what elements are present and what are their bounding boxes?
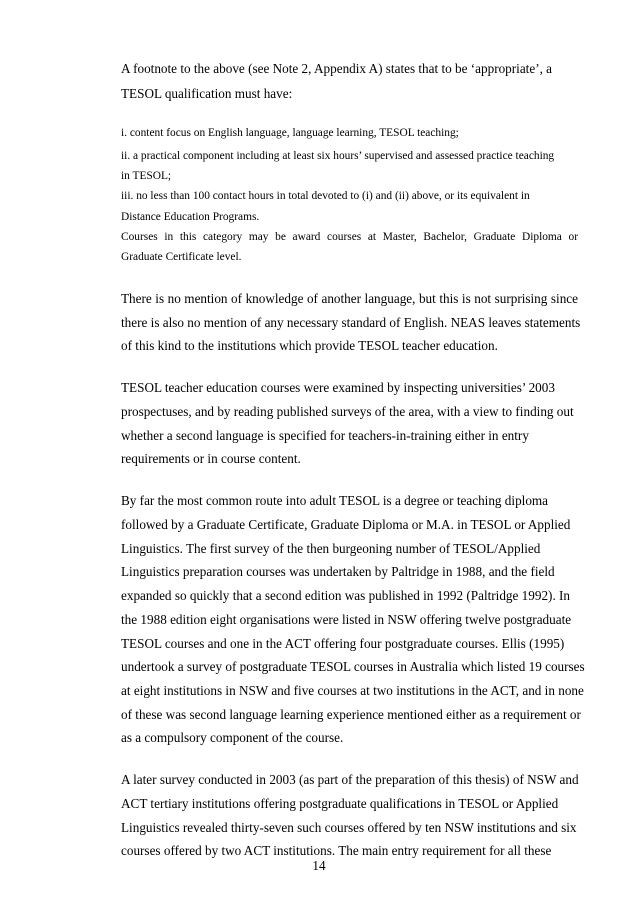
footnote-line: iii. no less than 100 contact hours in total devoted to (i) and (ii) above, or its equivalent in [121,190,530,202]
paragraph-line: A footnote to the above (see Note 2, Appendix A) states that to be ‘appropriate’, a [121,61,553,76]
paragraph-line: There is no mention of knowledge of another language, but this is not surprising since [121,291,578,306]
paragraph-line: prospectuses, and by reading published surveys of the area, with a view to finding out [121,404,574,419]
paragraph-line: as a compulsory component of the course. [121,730,344,745]
footnote-line: i. content focus on English language, language learning, TESOL teaching; [121,127,459,139]
footnote-line: ii. a practical component including at least six hours’ supervised and assessed practice teaching [121,150,555,162]
paragraph-line: at eight institutions in NSW and five courses at two institutions in the ACT, and in none [121,683,584,698]
paragraph-line: followed by a Graduate Certificate, Graduate Diploma or M.A. in TESOL or Applied [121,517,571,532]
paragraph-line: TESOL qualification must have: [121,86,293,101]
footnote-line: Courses in this category may be award courses at Master, Bachelor, Graduate Diploma or [121,231,578,243]
paragraph-line: A later survey conducted in 2003 (as part of the preparation of this thesis) of NSW and [121,772,579,787]
paragraph-line: Linguistics. The first survey of the then burgeoning number of TESOL/Applied [121,541,541,556]
paragraph-line: TESOL courses and one in the ACT offering four postgraduate courses. Ellis (1995) [121,636,565,651]
paragraph-line: expanded so quickly that a second edition was published in 1992 (Paltridge 1992). In [121,588,571,603]
paragraph-line: undertook a survey of postgraduate TESOL courses in Australia which listed 19 courses [121,659,585,674]
page-number: 14 [312,858,326,873]
footnote-line: Distance Education Programs. [121,211,260,223]
paragraph-line: of this kind to the institutions which provide TESOL teacher education. [121,338,498,353]
paragraph-line: there is also no mention of any necessary standard of English. NEAS leaves statements [121,315,581,330]
paragraph-line: TESOL teacher education courses were examined by inspecting universities’ 2003 [121,380,555,395]
footnote-line: in TESOL; [121,170,172,182]
paragraph-line: ACT tertiary institutions offering postgraduate qualifications in TESOL or Applied [121,796,559,811]
paragraph-line: Linguistics revealed thirty-seven such courses offered by ten NSW institutions and six [121,820,577,835]
paragraph-line: By far the most common route into adult TESOL is a degree or teaching diploma [121,493,549,508]
paragraph-line: courses offered by two ACT institutions. The main entry requirement for all these [121,843,552,858]
paragraph-line: Linguistics preparation courses was undertaken by Paltridge in 1988, and the field [121,564,555,579]
footnote-line: Graduate Certificate level. [121,251,242,263]
paragraph-line: whether a second language is specified for teachers-in-training either in entry [121,428,529,443]
paragraph-line: of these was second language learning experience mentioned either as a requirement or [121,707,581,722]
paragraph-line: requirements or in course content. [121,451,301,466]
paragraph-line: the 1988 edition eight organisations were listed in NSW offering twelve postgraduate [121,612,572,627]
